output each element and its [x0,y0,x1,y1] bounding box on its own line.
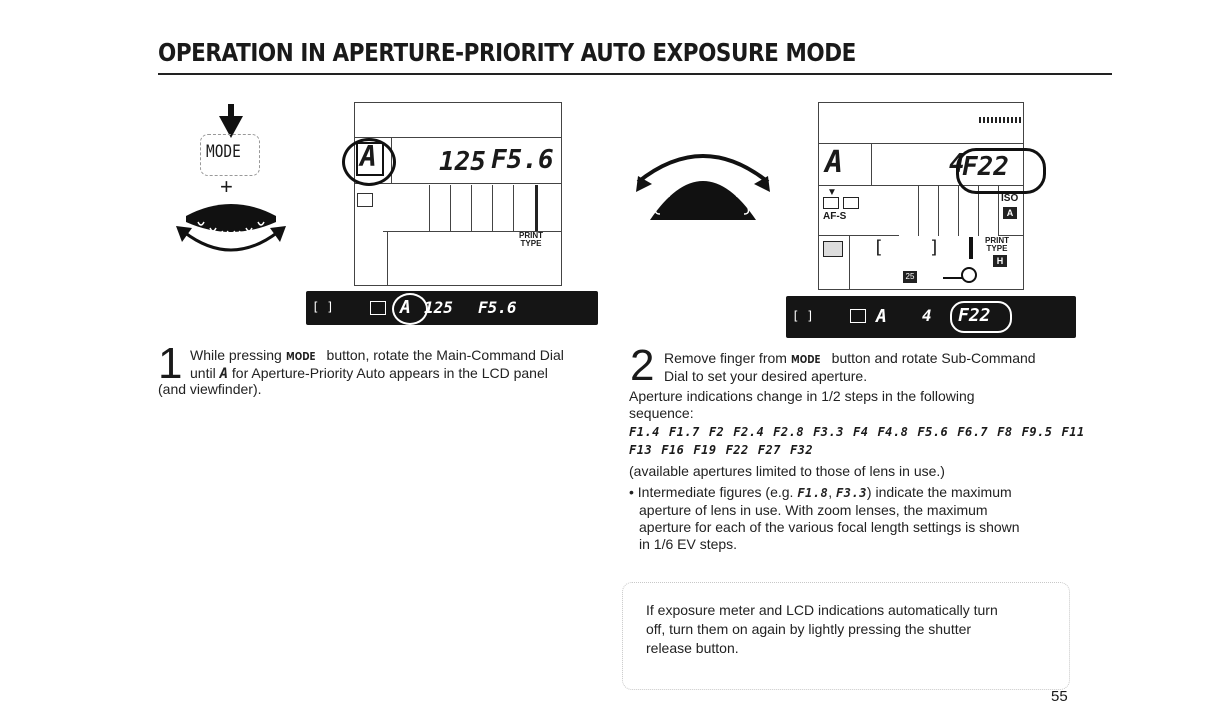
aperture-value: F2.8 [773,425,805,439]
sub-command-dial-icon [636,142,770,222]
step-1-text: While pressing MODE button, rotate the Main-Command Dial until A for Aperture-Priority Auto appears in the LCD panel [190,347,564,382]
step-1-number: 1 [158,339,183,388]
arrow-down-small-icon: ▼ [827,187,837,198]
lcd-shutter-left: 125 [439,147,486,177]
aperture-value: F9.5 [1021,425,1053,439]
aperture-sequence-row1 [629,425,1099,439]
lcd-panel-right [818,102,1024,290]
aperture-value: F2.4 [733,425,765,439]
mode-button-label: MODE [206,142,241,162]
page-title: OPERATION IN APERTURE-PRIORITY AUTO EXPOSURE MODE [158,38,856,67]
lcd-mode-right: A [825,145,844,180]
print-type-label-right: PRINT TYPE [985,236,1009,253]
aperture-value: F8 [997,425,1013,439]
step-2-text: Remove finger from MODE button and rotate Sub-Command Dial to set your desired aperture. [664,350,1036,384]
lcd-aperture-left: F5.6 [491,145,554,175]
print-mode-badge: H [993,255,1007,267]
aperture-value: F1.7 [668,425,700,439]
viewfinder-bar-left [306,291,598,325]
film-leader-icon [943,277,963,279]
aperture-value: F4.8 [877,425,909,439]
aperture-value: F6.7 [957,425,989,439]
aperture-value: F3.3 [813,425,844,439]
iso-mode-badge: A [1003,207,1017,219]
print-type-label-left: PRINT TYPE [519,231,543,248]
vf-aperture-right: F22 [958,305,991,326]
bracket-right: ] [929,237,940,258]
aperture-value: F2 [708,425,725,439]
vf-mode-left: A [400,297,411,318]
vf-frame-right: [ ] [792,309,814,323]
main-command-dial-icon [176,198,286,260]
step-2-available: (available apertures limited to those of lens in use.) [629,463,945,479]
vf-frame-left: [ ] [312,300,334,314]
lcd-mode-left: A [360,140,377,173]
aperture-value: F1.4 [629,425,660,439]
aperture-value: F5.6 [917,425,949,439]
step-1-text-cont: (and viewfinder). [158,381,262,397]
aperture-value: F16 [661,443,685,457]
step-2-body: Aperture indications change in 1/2 steps in the following sequence: [629,388,975,421]
aperture-value: F27 [757,443,781,457]
matrix-meter-vf-right-icon [850,309,866,323]
vf-shutter-left: 125 [424,298,453,317]
lcd-aperture-right: F22 [962,152,1009,182]
lcd-digit-right: 4 [949,149,965,179]
aperture-value: F4 [852,425,869,439]
aperture-value: F32 [789,443,814,457]
vf-digit-right: 4 [922,306,932,325]
frame-icons-right [823,197,839,209]
aperture-value: F13 [629,443,653,457]
frame-count-badge: 25 [903,271,917,283]
step-2-bullet: • Intermediate figures (e.g. F1.8, F3.3) indicate the maximum aperture of lens in use. With zoom lenses, the maximum aperture for each of the various focal length settings is shown in 1/6 EV steps. [629,484,1020,552]
af-s-label: AF-S [823,211,847,222]
vf-aperture-left: F5.6 [478,298,517,317]
title-rule [158,73,1112,75]
plus-sign: + [220,174,233,199]
matrix-meter-right-icon [823,241,843,257]
bracket-left: [ [873,237,884,258]
aperture-value: F11 [1061,425,1085,439]
iso-label: ISO [1001,193,1019,204]
step-2-number: 2 [630,341,655,390]
aperture-sequence-row2 [629,443,1099,457]
lcd-panel-left [354,102,562,286]
page-number: 55 [1051,688,1068,705]
viewfinder-bar-right [786,296,1076,338]
aperture-value: F22 [725,443,749,457]
matrix-meter-icon [370,301,386,315]
vf-mode-right: A [876,306,887,327]
aperture-value: F19 [693,443,717,457]
note-text: If exposure meter and LCD indications automatically turn off, turn them on again by lightly pressing the shutter release button. [646,602,998,656]
